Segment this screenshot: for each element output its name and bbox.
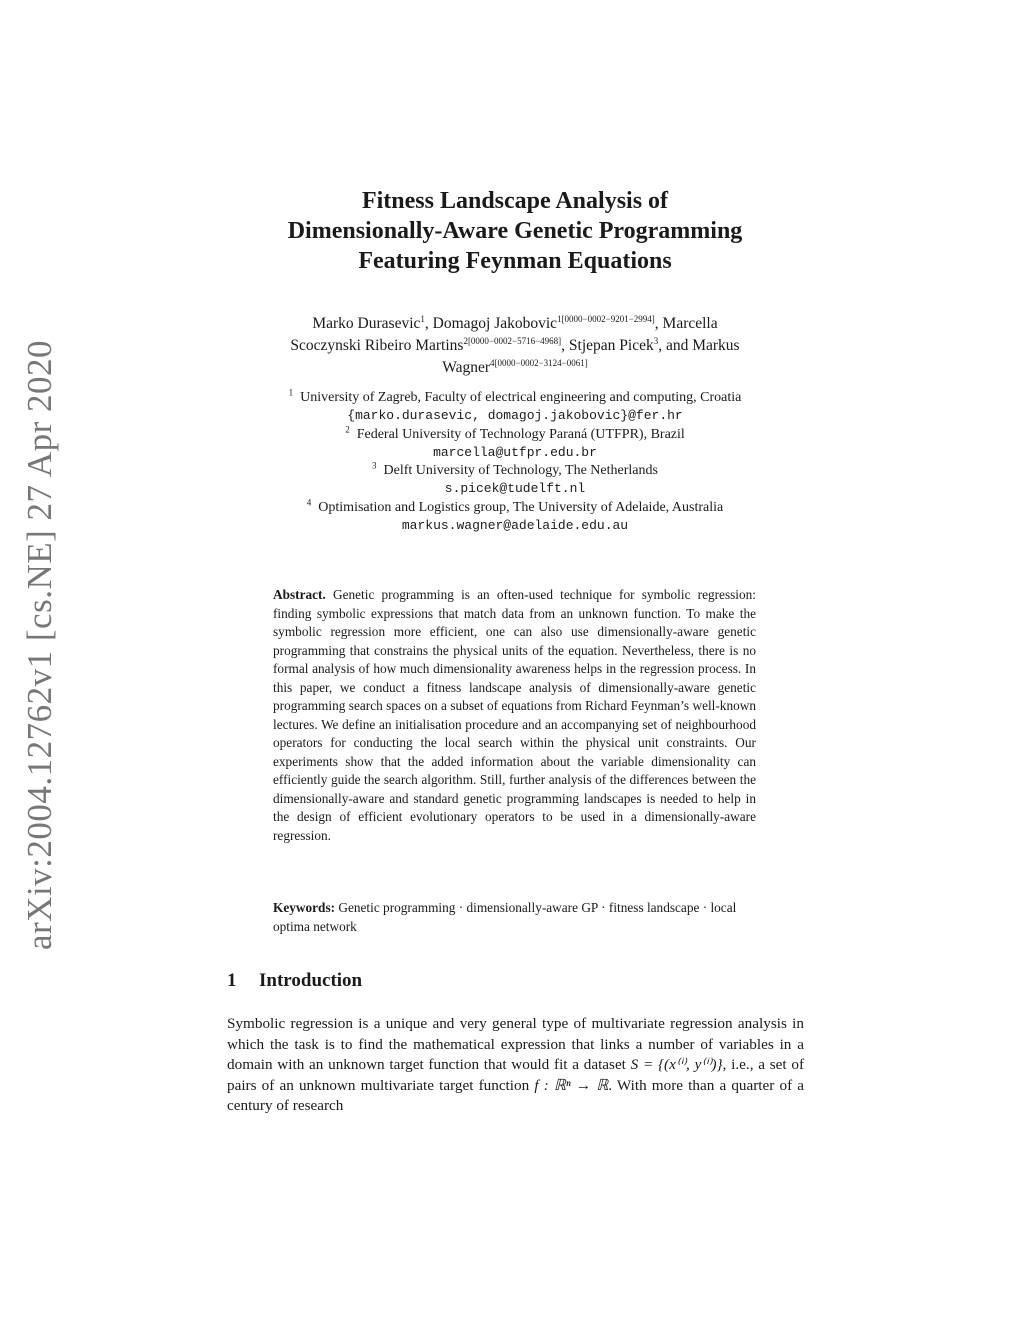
author-list: [210, 313, 820, 379]
affiliation-name: Federal University of Technology Paraná (UTFPR), Brazil: [356, 426, 685, 442]
author-name: Scoczynski Ribeiro Martins: [290, 337, 464, 354]
intro-math-function: f : ℝⁿ → ℝ: [534, 1076, 609, 1094]
author-name: Wagner: [442, 359, 491, 376]
affiliation: [200, 423, 830, 444]
keywords: [273, 899, 756, 936]
intro-math-dataset: S = {(x⁽ⁱ⁾, y⁽ⁱ⁾)}: [630, 1056, 723, 1073]
affiliation-email: s.picek@tudelft.nl: [444, 481, 586, 497]
abstract-text: Genetic programming is an often-used technique for symbolic regression: finding symbolic expressions that match data from an unknown function. To make the symbolic regression more efficient, one can also use dimensionally-aware genetic programming that constrains the physical units of the equation. Nevertheless, there is no formal analysis of how much dimensionality awareness helps in the regression process. In this paper, we conduct a fitness landscape analysis of dimensionally-aware genetic programming search spaces on a subset of equations from Richard Feynman’s well-known lectures. We define an initialisation procedure and an accompanying set of neighbourhood operators for conducting the local search within the physical unit constraints. Our experiments show that the added information about the variable dimensionality can efficiently guide the search algorithm. Still, further analysis of the differences between the dimensionally-aware and standard genetic programming landscapes is needed to help in the design of efficient evolutionary operators to be used in a dimensionally-aware regression.: [273, 587, 756, 843]
author-name: Stjepan Picek: [568, 337, 654, 354]
title-line-1: Fitness Landscape Analysis of: [361, 188, 669, 214]
affiliation-number: 1: [288, 387, 294, 398]
author-name: Domagoj Jakobovic: [432, 315, 558, 332]
keywords-text: Genetic programming · dimensionally-aware GP · fitness landscape · local optima network: [273, 900, 737, 934]
arxiv-sidebar-stamp: [8, 340, 72, 950]
section-title: Introduction: [259, 970, 363, 991]
affiliation-number: 3: [372, 460, 377, 471]
author-line-1: Marko Durasevic$^1$, Domagoj Jakobovic$^{1[0000-0002-9201-2994]}$, Marcella: [312, 313, 718, 332]
author-sup: 2[0000−0002−5716−4968]: [463, 335, 562, 346]
author-sup: 1: [420, 313, 425, 324]
author-sup: 3: [653, 335, 659, 346]
author-name: Marko Durasevic: [312, 315, 421, 332]
author-name: and Markus: [665, 337, 740, 354]
author-sup: 1[0000−0002−9201−2994]: [557, 313, 655, 324]
intro-text: Symbolic regression is a unique and very general type of multivariate regression analysis in which the task is to find the mathematical expression that links a number of variables in a domain with an unknown target function that would fit a dataset: [227, 1015, 804, 1073]
affiliation-name: Optimisation and Logistics group, The University of Adelaide, Australia: [318, 499, 724, 515]
intro-paragraph: [227, 1014, 804, 1117]
keywords-label: Keywords:: [273, 900, 336, 915]
author-line-2: Scoczynski Ribeiro Martins$^{2[0000-0002-5716-4968]}$, Stjepan Picek$^3$, and Markus: [290, 335, 740, 354]
title-line-2: Dimensionally-Aware Genetic Programming: [287, 218, 743, 244]
affiliation: [200, 462, 830, 480]
affiliation-email: {marko.durasevic, domagoj.jakobovic}@fer.hr: [347, 408, 683, 424]
paper-title: [200, 186, 830, 276]
section-number: 1: [227, 970, 237, 991]
affiliation-number: 4: [306, 497, 312, 508]
author-name: Marcella: [662, 315, 718, 332]
affiliation-name: Delft University of Technology, The Netherlands: [383, 463, 658, 479]
affiliations: [200, 389, 830, 535]
affiliation: [200, 499, 830, 517]
intro-text: . With more than a quarter of a century of research: [227, 1076, 805, 1114]
affiliation-email: marcella@utfpr.edu.br: [433, 444, 597, 460]
affiliation-name: University of Zagreb, Faculty of electrical engineering and computing, Croatia: [300, 390, 742, 405]
affiliation-email: markus.wagner@adelaide.edu.au: [401, 518, 629, 534]
arxiv-identifier: arXiv:2004.12762v1 [cs.NE] 27 Apr 2020: [20, 339, 59, 951]
abstract-label: Abstract.: [273, 587, 326, 602]
affiliation-number: 2: [345, 423, 350, 434]
author-line-3: [210, 357, 820, 379]
abstract: [273, 586, 756, 845]
section-heading: [227, 970, 362, 992]
author-sup: 4[0000−0002−3124−0061]: [490, 357, 588, 368]
title-line-3: Featuring Feynman Equations: [358, 248, 672, 274]
affiliation: [200, 389, 830, 407]
intro-text: , i.e., a set of pairs of an unknown multivariate target function: [227, 1056, 805, 1094]
